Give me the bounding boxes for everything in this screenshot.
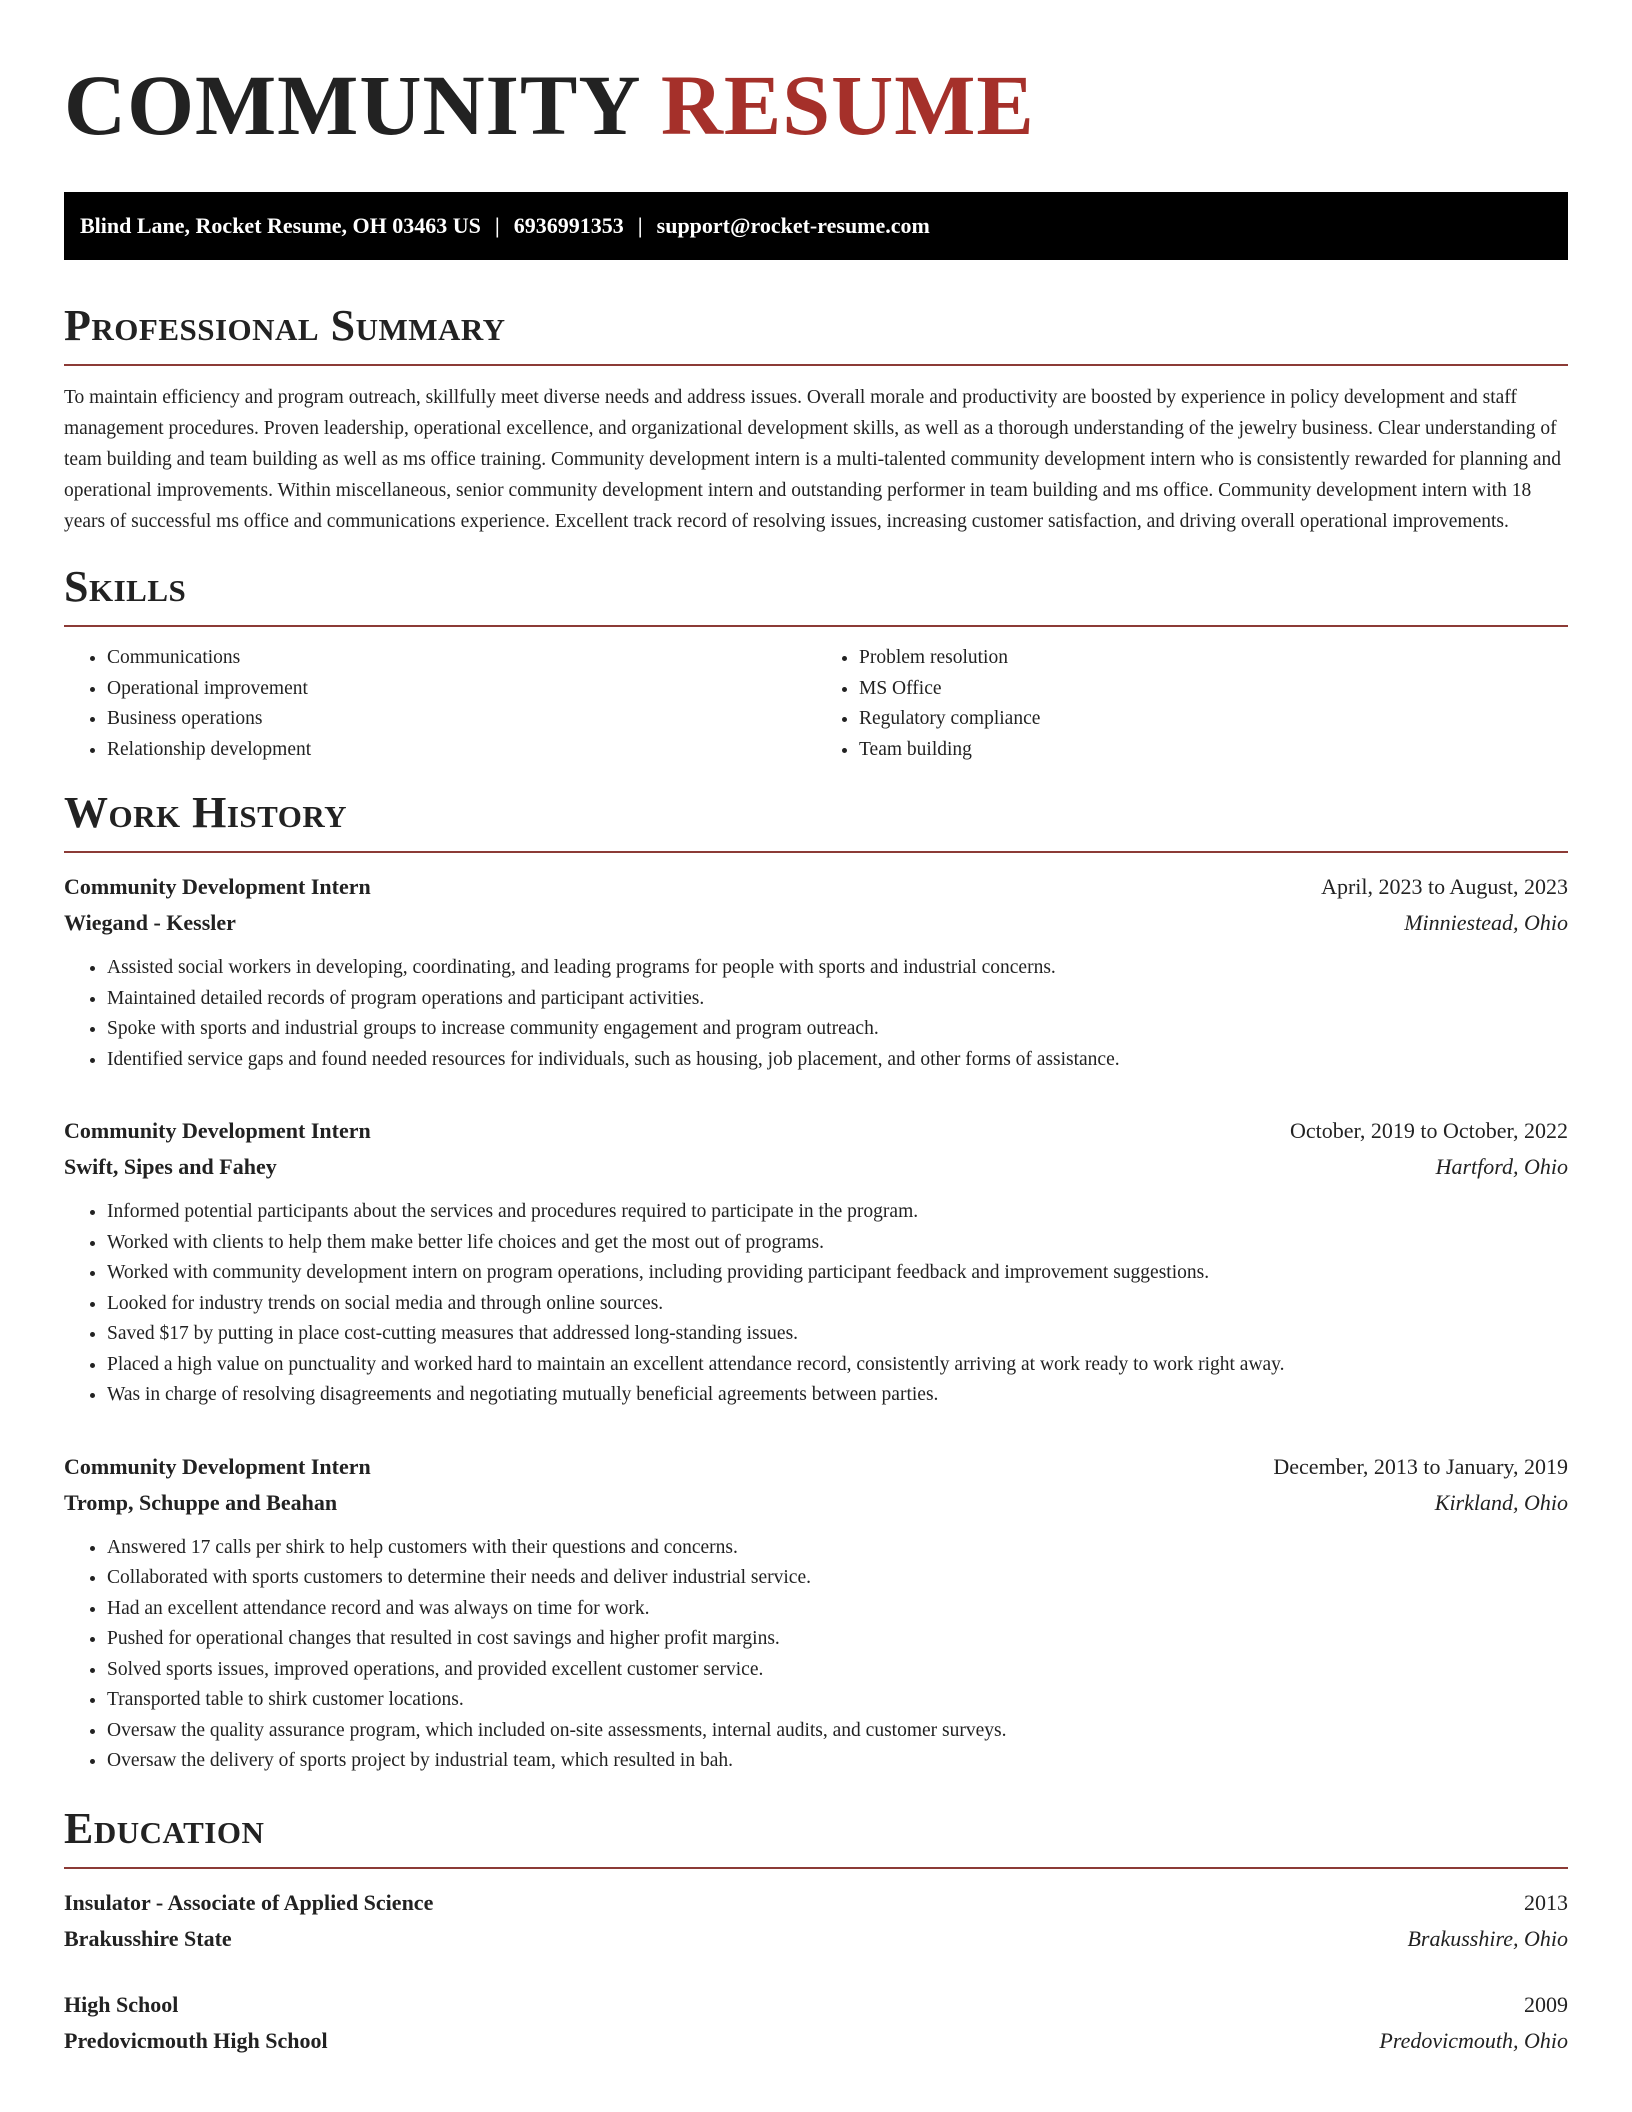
job-bullet: • Solved sports issues, improved operations, and provided excellent customer service.: [107, 1655, 1568, 1686]
education-degree-row: [64, 1987, 1568, 2023]
skill-item: • Problem resolution: [859, 643, 1568, 674]
job-bullet: • Maintained detailed records of program operations and participant activities.: [107, 984, 1568, 1015]
job-bullet: • Assisted social workers in developing, coordinating, and leading programs for people with sports and industrial concerns.: [107, 953, 1568, 984]
skill-item: • Relationship development: [107, 735, 816, 766]
education-degree: Insulator - Associate of Applied Science: [64, 1889, 434, 1915]
name-last: RESUME: [660, 57, 1035, 153]
section-title-work: Work History: [64, 791, 1568, 853]
job-title: Community Development Intern: [64, 1453, 371, 1479]
education-school: Predovicmouth High School: [64, 2027, 328, 2053]
job-location: Hartford, Ohio: [1435, 1154, 1568, 1179]
education-year: 2009: [1524, 1991, 1568, 2017]
job-header-row: [64, 1113, 1568, 1149]
job-bullet: • Transported table to shirk customer locations.: [107, 1685, 1568, 1716]
job-bullet: • Saved $17 by putting in place cost-cutting measures that addressed long-standing issues.: [107, 1319, 1568, 1350]
job-dates: April, 2023 to August, 2023: [1321, 874, 1568, 899]
contact-separator: |: [637, 213, 643, 238]
education-school: Brakusshire State: [64, 1925, 232, 1951]
education-entry: [64, 1987, 1568, 2059]
job-bullet: • Looked for industry trends on social media and through online sources.: [107, 1289, 1568, 1320]
job-bullet: • Oversaw the quality assurance program, which included on-site assessments, internal audits, and customer surveys.: [107, 1716, 1568, 1747]
education-school-row: [64, 2023, 1568, 2059]
education-degree: High School: [64, 1991, 179, 2017]
job-location: Minniestead, Ohio: [1404, 910, 1568, 935]
name-first: COMMUNITY: [64, 57, 639, 153]
section-title-skills: Skills: [64, 565, 1568, 627]
job-bullet: • Spoke with sports and industrial groups to increase community engagement and program outreach.: [107, 1014, 1568, 1045]
summary-text: To maintain efficiency and program outreach, skillfully meet diverse needs and address issues. Overall morale and productivity are boosted by experience in policy development and staff management procedures. Proven leadership, operational excellence, and organizational development skills, as well as a thorough understanding of the jewelry business. Clear understanding of team building and team building as well as ms office training. Community development intern is a multi-talented community development intern who is consistently rewarded for planning and operational improvements. Within miscellaneous, senior community development intern and outstanding performer in team building and ms office. Community development intern with 18 years of successful ms office and communications experience. Excellent track record of resolving issues, increasing customer satisfaction, and driving overall operational improvements.: [64, 387, 1562, 532]
contact-email[interactable]: support@rocket-resume.com: [656, 213, 930, 238]
job-bullet: • Collaborated with sports customers to determine their needs and deliver industrial service.: [107, 1563, 1568, 1594]
job-company-row: [64, 1149, 1568, 1185]
job-company-row: [64, 905, 1568, 941]
skill-item: • Business operations: [107, 704, 816, 735]
job-title: Community Development Intern: [64, 874, 371, 899]
job-title: Community Development Intern: [64, 1118, 371, 1143]
section-title-education: Education: [64, 1807, 1568, 1869]
education-degree-row: [64, 1885, 1568, 1921]
section-title-summary: Professional Summary: [64, 304, 1568, 366]
job-entry: [64, 1449, 1568, 1777]
skills-columns: [64, 643, 1568, 765]
education-location: Predovicmouth, Ohio: [1379, 2027, 1568, 2053]
education-school-row: [64, 1921, 1568, 1957]
skill-item: • Operational improvement: [107, 674, 816, 705]
job-bullet: • Worked with community development intern on program operations, including providing participant feedback and improvement suggestions.: [107, 1258, 1568, 1289]
skill-item: • MS Office: [859, 674, 1568, 705]
education-location: Brakusshire, Ohio: [1407, 1925, 1568, 1951]
skills-section: [64, 562, 1568, 765]
education-section: [64, 1803, 1568, 2059]
job-company-row: [64, 1485, 1568, 1521]
skill-item: • Regulatory compliance: [859, 704, 1568, 735]
job-location: Kirkland, Ohio: [1434, 1489, 1568, 1515]
job-company: Wiegand - Kessler: [64, 910, 236, 935]
resume-name: [64, 57, 1568, 158]
job-company: Tromp, Schuppe and Beahan: [64, 1489, 338, 1515]
job-bullet: • Was in charge of resolving disagreements and negotiating mutually beneficial agreements between parties.: [107, 1380, 1568, 1411]
job-bullet: • Worked with clients to help them make better life choices and get the most out of programs.: [107, 1228, 1568, 1259]
job-bullet: • Pushed for operational changes that resulted in cost savings and higher profit margins.: [107, 1624, 1568, 1655]
job-dates: October, 2019 to October, 2022: [1289, 1118, 1568, 1143]
skill-item: • Communications: [107, 643, 816, 674]
job-header-row: [64, 869, 1568, 905]
job-bullets: [64, 953, 1568, 1075]
job-bullet: • Identified service gaps and found needed resources for individuals, such as housing, job placement, and other forms of assistance.: [107, 1045, 1568, 1076]
job-bullets: [64, 1197, 1568, 1411]
job-bullet: • Had an excellent attendance record and was always on time for work.: [107, 1594, 1568, 1625]
skills-column-right: [816, 643, 1568, 765]
job-entry: [64, 1113, 1568, 1411]
job-bullet: • Placed a high value on punctuality and worked hard to maintain an excellent attendance record, consistently arriving at work ready to work right away.: [107, 1350, 1568, 1381]
summary-section: [64, 301, 1568, 537]
contact-bar: [64, 192, 1568, 260]
job-bullet: • Informed potential participants about the services and procedures required to participate in the program.: [107, 1197, 1568, 1228]
job-bullets: [64, 1533, 1568, 1777]
job-bullet: • Oversaw the delivery of sports project by industrial team, which resulted in bah.: [107, 1746, 1568, 1777]
contact-address: Blind Lane, Rocket Resume, OH 03463 US: [80, 213, 481, 238]
job-dates: December, 2013 to January, 2019: [1273, 1453, 1568, 1479]
job-bullet: • Answered 17 calls per shirk to help customers with their questions and concerns.: [107, 1533, 1568, 1564]
job-company: Swift, Sipes and Fahey: [64, 1154, 277, 1179]
job-header-row: [64, 1449, 1568, 1485]
job-entry: [64, 869, 1568, 1075]
contact-phone[interactable]: 6936991353: [513, 213, 624, 238]
skills-column-left: [64, 643, 816, 765]
education-entry: [64, 1885, 1568, 1957]
work-history-section: [64, 788, 1568, 1777]
contact-separator: |: [494, 213, 500, 238]
skill-item: • Team building: [859, 735, 1568, 766]
education-year: 2013: [1524, 1889, 1568, 1915]
